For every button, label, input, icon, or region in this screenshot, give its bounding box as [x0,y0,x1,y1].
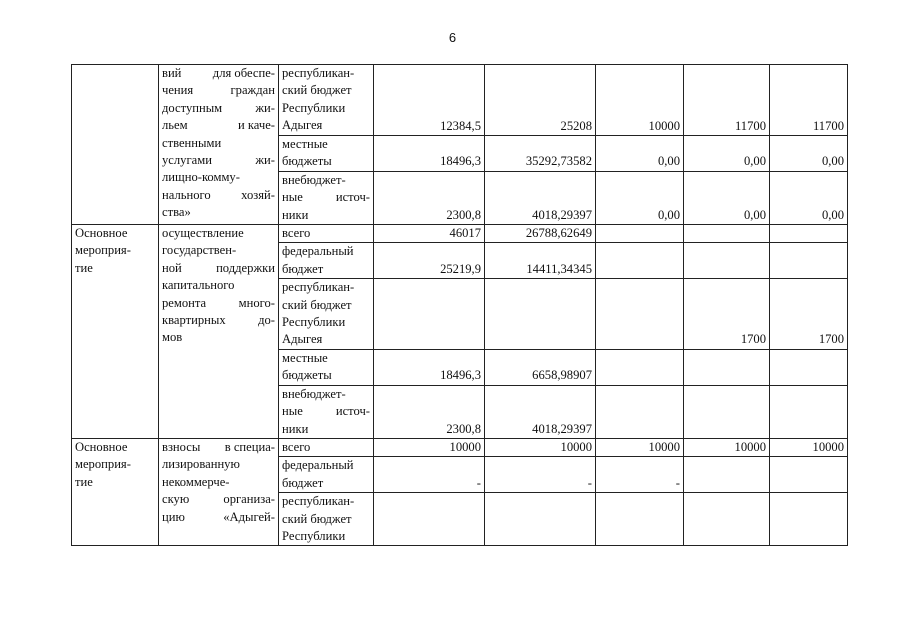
value-cell-5: 0,00 [770,171,848,224]
value-cell-4: 1700 [684,279,770,350]
value-cell-3 [596,279,684,350]
value-cell-5 [770,493,848,546]
value-cell-2: 10000 [485,438,596,456]
value-cell-2 [485,493,596,546]
value-cell-3 [596,243,684,279]
value-cell-2 [485,279,596,350]
value-cell-3 [596,493,684,546]
funding-source-cell: всего [279,438,374,456]
value-cell-3: 10000 [596,65,684,136]
value-cell-1 [374,493,485,546]
value-cell-5: 11700 [770,65,848,136]
value-cell-1: 2300,8 [374,171,485,224]
funding-source-cell: федеральный бюджет [279,243,374,279]
value-cell-5: 1700 [770,279,848,350]
value-cell-4 [684,493,770,546]
value-cell-1: 2300,8 [374,385,485,438]
table-row [72,65,848,136]
value-cell-1: 18496,3 [374,349,485,385]
value-cell-4: 11700 [684,65,770,136]
activity-description-cell: вий для обеспе- чения граждан доступным жи- льем и каче- ственными услугами жи- лищно-комму- нального хозяй- ства» [159,65,279,225]
activity-type-cell: Основное мероприя- тие [72,438,159,545]
activity-type-cell [72,65,159,225]
value-cell-4 [684,349,770,385]
value-cell-2: 25208 [485,65,596,136]
funding-source-cell: местные бюджеты [279,349,374,385]
value-cell-4: 0,00 [684,171,770,224]
page-number: 6 [448,30,457,45]
value-cell-5 [770,457,848,493]
value-cell-3: 0,00 [596,171,684,224]
value-cell-4 [684,243,770,279]
funding-source-cell: внебюджет- ные источ- ники [279,171,374,224]
value-cell-2: 26788,62649 [485,225,596,243]
value-cell-3 [596,349,684,385]
value-cell-4 [684,225,770,243]
value-cell-1: 46017 [374,225,485,243]
funding-source-cell: республикан- ский бюджет Республики Адыгея [279,279,374,350]
value-cell-5: 0,00 [770,136,848,172]
value-cell-2: 6658,98907 [485,349,596,385]
funding-source-cell: республикан- ский бюджет Республики [279,493,374,546]
value-cell-3 [596,225,684,243]
value-cell-5 [770,225,848,243]
budget-table [71,64,848,546]
value-cell-5 [770,243,848,279]
value-cell-5 [770,385,848,438]
value-cell-2: - [485,457,596,493]
value-cell-1: 25219,9 [374,243,485,279]
activity-description-cell: взносы в специа- лизированную некоммерче- скую организа- цию «Адыгей- [159,438,279,545]
value-cell-1: 12384,5 [374,65,485,136]
value-cell-1 [374,279,485,350]
table-row [72,225,848,243]
table-row [72,438,848,456]
value-cell-3 [596,385,684,438]
funding-source-cell: федеральный бюджет [279,457,374,493]
funding-source-cell: местные бюджеты [279,136,374,172]
value-cell-2: 14411,34345 [485,243,596,279]
value-cell-4: 0,00 [684,136,770,172]
value-cell-5: 10000 [770,438,848,456]
value-cell-5 [770,349,848,385]
value-cell-3: 0,00 [596,136,684,172]
funding-source-cell: всего [279,225,374,243]
activity-type-cell: Основное мероприя- тие [72,225,159,439]
value-cell-4 [684,385,770,438]
value-cell-1: 18496,3 [374,136,485,172]
value-cell-1: - [374,457,485,493]
value-cell-2: 4018,29397 [485,385,596,438]
funding-source-cell: республикан- ский бюджет Республики Адыгея [279,65,374,136]
activity-description-cell: осуществление государствен- ной поддержки капитального ремонта много- квартирных до- мов [159,225,279,439]
value-cell-4: 10000 [684,438,770,456]
value-cell-1: 10000 [374,438,485,456]
value-cell-2: 4018,29397 [485,171,596,224]
value-cell-3: 10000 [596,438,684,456]
funding-source-cell: внебюджет- ные источ- ники [279,385,374,438]
value-cell-2: 35292,73582 [485,136,596,172]
value-cell-3: - [596,457,684,493]
value-cell-4 [684,457,770,493]
